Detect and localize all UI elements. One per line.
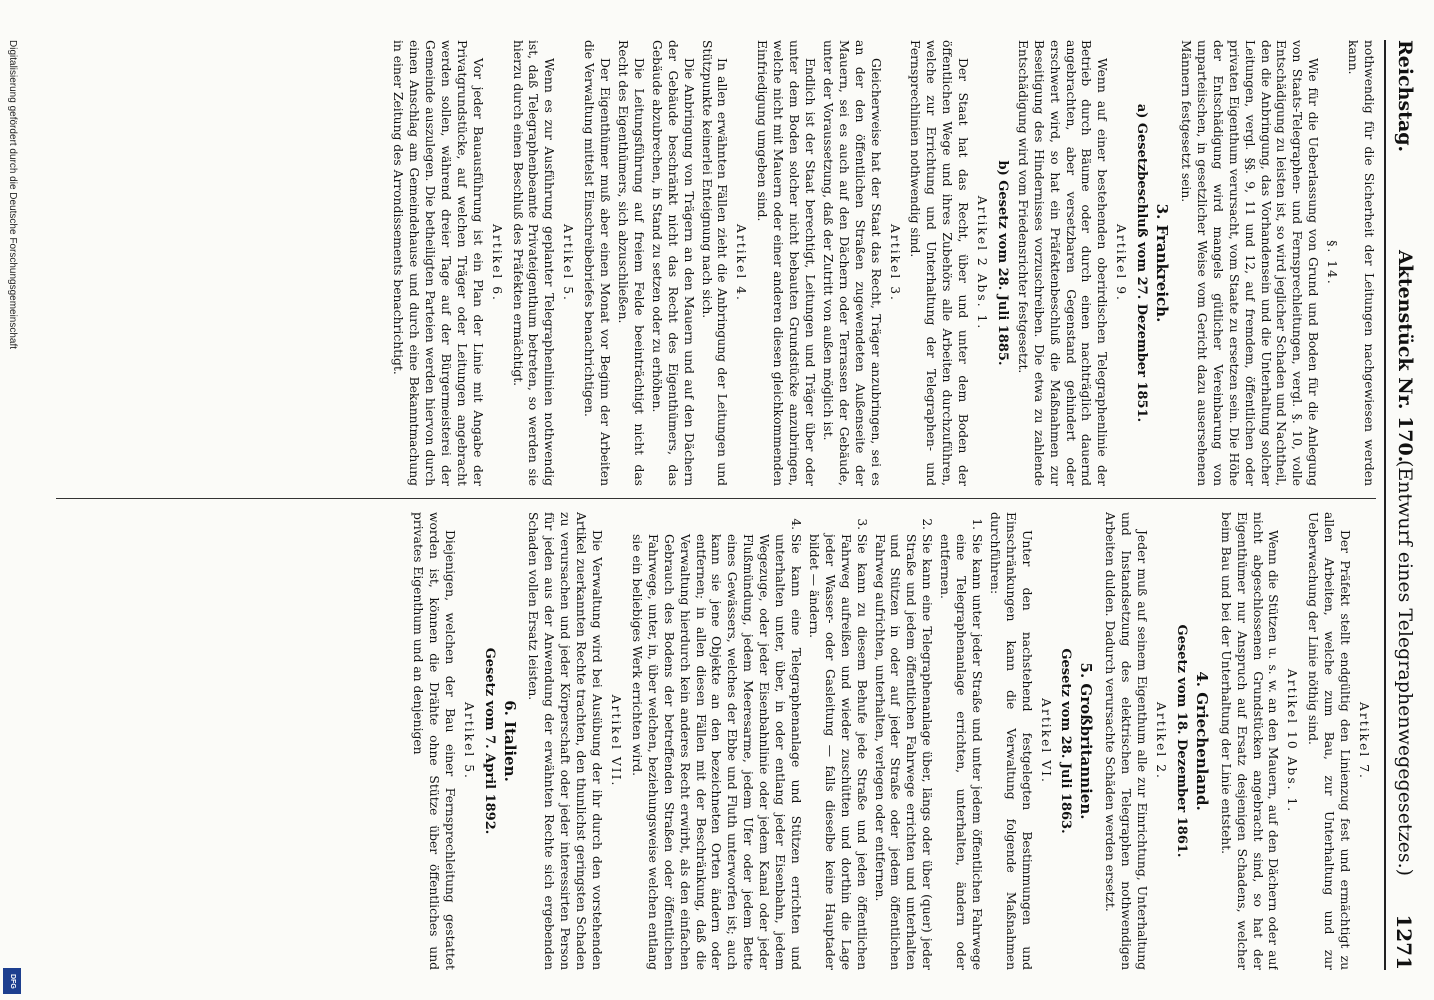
section-france-title: 3. Frankreich. — [1153, 203, 1172, 323]
france-article-5-text: Wenn es zur Ausführung geplanter Telegraphenlinien nothwendig ist, daß Telegraphenbeamte Privateigenthum betreten, so werden sie hierzu durch einen Beschluß des Präfekten ermächtigt. — [510, 40, 557, 486]
italy-law: Gesetz vom 7. April 1892. — [481, 647, 497, 835]
france-article-2-text: Der Staat hat das Recht, über und unter dem Boden der öffentlichen Wege und ihres Zubehörs alle Arbeiten durchzuführen, welche zur Errichtung und Unterhaltung der Telegraphen- und Fernsprechlinien nothwendig sind. — [908, 40, 971, 486]
france-article-3-title: Artikel 3. — [887, 224, 902, 302]
france-article-7-title: Artikel 7. — [1357, 702, 1371, 780]
france-law-b: b) Gesetz vom 28. Juli 1885. — [994, 160, 1010, 366]
france-article-2-title: Artikel 2 Abs. 1. — [975, 195, 990, 331]
section-gb-title: 5. Großbritannien. — [1077, 662, 1096, 820]
france-article-7-text: Der Präfekt stellt endgültig den Linienzug fest und ermächtigt zu allen Arbeiten, welche zum Bau, zur Unterhaltung und zur Ueberwachung der Linie nöthig sind. — [1306, 512, 1353, 970]
header-reichstag: Reichstag. — [1394, 40, 1416, 153]
france-article-5-title: Artikel 5. — [561, 224, 576, 302]
france-article-6-text: Vor jeder Bauausführung ist ein Plan der Linie mit Angabe der Privatgrundstücke, auf welchen Träger oder Leitungen angebracht werden sollen, während dreier Tage auf der Bürgermeisterei der Gemeinde auszulegen. Die betheiligten Parteien werden hiervon durch einen Anschlag am Gemeindehause und durch eine Bekanntmachung in einer Zeitung des Arrondissements benachrichtigt. — [391, 40, 485, 486]
section-italy-title: 6. Italien. — [500, 700, 519, 782]
greece-article-2-title: Artikel 2. — [1154, 702, 1169, 780]
greece-law: Gesetz vom 18. Dezember 1861. — [1173, 624, 1189, 858]
gb-article-7-text: Die Verwaltung wird bei Ausübung der ihr durch den vorstehenden Artikel zuerkannten Rechte trachten, den thunlichst geringsten Schaden zu verursachen und jeder Körperschaft oder jeder interessirten Person für jeden aus der Anwendung der erwähnten Rechte sich ergebenden Schaden vollen Ersatz leisten. — [526, 512, 605, 970]
header-document-title: (Entwurf eines Telegraphenwegegesetzes.) — [1394, 460, 1416, 877]
france-law-a: a) Gesetzbeschluß vom 27. Dezember 1851. — [1134, 103, 1150, 423]
france-article-4-text-3: Die Leitungsführung auf freiem Felde beeinträchtigt nicht das Recht des Eigenthümers, sich abzuschließen. — [616, 40, 646, 486]
france-article-4-text-1: In allen erwähnten Fällen zieht die Anbringung der Leitungen und Stützpunkte keinerlei Enteignung nach sich. — [699, 40, 730, 486]
intro-text: nothwendig für die Sicherheit der Leitungen nachgewiesen werden kann. — [1346, 40, 1376, 486]
gb-article-6-list — [628, 512, 984, 970]
gb-article-7-title: Artikel VII. — [609, 694, 624, 788]
paragraph-14-title: §. 14. — [1325, 240, 1340, 286]
credit-text: Digitalisierung gefördert durch die Deutsche Forschungsgemeinschaft — [7, 40, 18, 350]
france-article-4-text-4: Der Eigenthümer muß aber einen Monat vor Beginn der Arbeiten die Verwaltung mittelst Einschreibebriefes benachrichtigen. — [582, 40, 613, 486]
france-article-10-title: Artikel 10 Abs. 1. — [1285, 668, 1300, 814]
left-column — [46, 40, 1376, 486]
digitization-credit — [6, 40, 20, 970]
greece-article-2-text: Jeder muß auf seinem Eigenthum alle zur Einrichtung, Unterhaltung und Instandsetzung des elektrischen Telegraphen nothwendigen Arbeiten dulden. Dadurch verursachte Schäden werden ersetzt. — [1103, 512, 1150, 970]
france-article-3-text-2: Endlich ist der Staat berechtigt, Leitungen und Träger über oder unter dem Boden solcher nicht bebauten Grundstücke anzubringen, welche nicht mit Mauern oder einer anderen diesen gleichkommenden Einfriedigung umgeben sind. — [755, 40, 817, 486]
gb-article-6-title: Artikel VI. — [1038, 698, 1053, 784]
france-article-10-text: Wenn die Stützen u. s. w. an den Mauern, auf den Dächern oder auf nicht abgeschlossenen Grundstücken angebracht sind, so hat der Eigenthümer nur Anspruch auf Ersatz desjenigen Schadens, welcher beim Bau und bei der Unterhaltung der Linie entsteht. — [1218, 512, 1281, 970]
page-header — [1390, 40, 1416, 970]
dfg-logo: DFG — [3, 968, 21, 994]
header-rule — [1384, 40, 1386, 970]
paragraph-14-text: Wie für die Ueberlassung von Grund und Boden für die Anlegung von Staats-Telegraphen- und Fernsprechleitungen, vergl. §. 10, volle Entschädigung zu leisten ist, so wird jeglicher Schaden und Nachtheil, den die Anbringung, das Vorhandensein und die Unterhaltung solcher Leitungen, vergl. §§. 9, 11 und 12, auf fremdem, öffentlichen oder privaten Eigenthum verursacht, vom Staate zu ersetzen sein. Die Höhe der Entschädigung wird mangels gütlicher Vereinbarung von unparteiischen, in gesetzlicher Weise vom Gericht dazu ausersehenen Männern festgesetzt sein. — [1179, 40, 1321, 486]
france-article-4-title: Artikel 4. — [734, 224, 749, 302]
list-item: 2. Sie kann eine Telegraphenanlage über, längs oder über (quer) jeder Straße und jedem öffentlichen Fahrwege errichten und unterhalten und Stützen in oder auf jeder Straße oder jedem öffentlichen Fahrweg aufrichten, unterhalten, verlegen oder entfernen. — [871, 534, 935, 970]
france-article-4-text-2: Die Anbringung von Trägern an den Mauern und auf den Dächern der Gebäude beschränkt nicht das Recht des Eigenthümers, das Gebäude abzubrechen, in Stand zu setzen oder zu erhöhen. — [649, 40, 696, 486]
france-article-9-text: Wenn auf einer bestehenden oberirdischen Telegraphenlinie der Betrieb durch Bäume oder durch einen nachträglich dauernd angebrachten, aber versetzbaren Gegenstand gehindert oder erschwert wird, so hat ein Präfektenbeschluß die Maßnahmen zur Beseitigung des Hindernisses vorzuschreiben. Die etwa zu zahlende Entschädigung wird vom Friedensrichter festgesetzt. — [1015, 40, 1110, 486]
gb-law: Gesetz vom 28. Juli 1863. — [1058, 648, 1074, 834]
france-article-3-text-1: Gleicherweise hat der Staat das Recht, Träger anzubringen, sei es an der den öffentlichen Straßen zugewendeten Außenseite der Mauern, sei es auch auf den Dächern oder Terrassen der Gebäude, unter der Voraussetzung, daß der Zutritt von außen möglich ist. — [820, 40, 883, 486]
france-article-9-title: Artikel 9. — [1114, 224, 1129, 302]
italy-article-5-text: Diejenigen, welchen der Bau einer Fernsprechleitung gestattet worden ist, können die Drähte ohne Stütze über öffentliches und privates Eigenthum und an denjenigen — [411, 512, 457, 970]
section-greece-title: 4. Griechenland. — [1192, 671, 1211, 811]
gb-article-6-text: Unter den nachstehend festgelegten Bestimmungen und Einschränkungen kann die Verwaltung folgende Maßnahmen durchführen: — [987, 512, 1034, 970]
page-number: 1271 — [1392, 914, 1416, 970]
right-column — [46, 512, 1376, 970]
list-item: 1. Sie kann unter jeder Straße und unter jedem öffentlichen Fahrwege eine Telegraphenanlage errichten, unterhalten, ändern oder entfernen. — [936, 534, 984, 970]
list-item: 4. Sie kann eine Telegraphenanlage und Stützen errichten und unterhalten unter, über, in oder entlang jeder Eisenbahn, jedem Wegezuge, oder jeder Eisenbahnlinie oder jedem Kanal oder jeder Flußmündung, jedem Meeresarme, jedem Ufer oder jedem Bette eines Gewässers, welches der Ebbe und Fluth unterworfen ist; auch kann sie jene Objekte an den bezeichneten Orten ändern oder entfernen; in allen diesen Fällen mit der Beschränkung, daß die Verwaltung hierdurch kein anderes Recht erwirbt, als den einfachen Gebrauch des Bodens der betreffenden Straßen oder öffentlichen Fahrwege, unter, in, über welchen, beziehungsweise welchen entlang sie ein beliebiges Werk errichten wird. — [628, 534, 803, 970]
list-item: 3. Sie kann zu diesem Behufe jede Straße und jeden öffentlichen Fahrweg aufreißen und wieder zuschütten und dorthin die Lage jeder Wasser- oder Gasleitung — falls dieselbe keine Hauptader bildet — ändern. — [805, 534, 869, 970]
france-article-6-title: Artikel 6. — [489, 224, 504, 302]
header-document-number: Aktenstück Nr. 170. — [1394, 250, 1416, 463]
italy-article-5-title: Artikel 5. — [461, 702, 476, 780]
column-divider — [56, 498, 1376, 499]
